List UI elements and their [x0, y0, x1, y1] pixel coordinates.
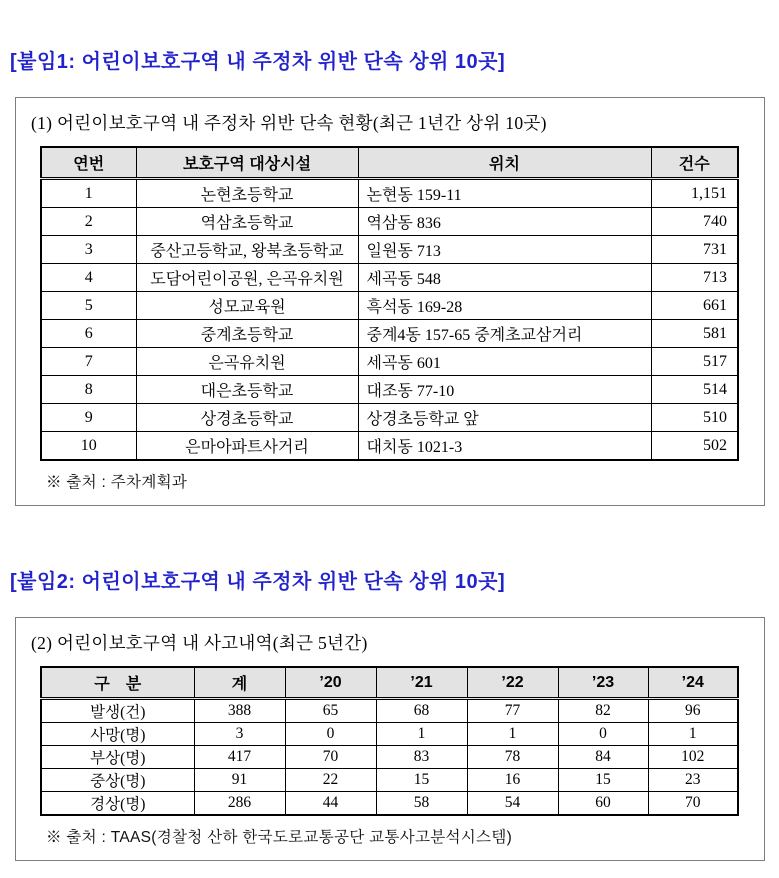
table-cell: 514 — [651, 376, 738, 404]
table-cell: 22 — [285, 769, 376, 792]
table-cell: 은마아파트사거리 — [136, 432, 358, 461]
column-header: ’23 — [558, 667, 648, 699]
table-cell: 417 — [194, 746, 285, 769]
column-header: 계 — [194, 667, 285, 699]
table-cell: 713 — [651, 264, 738, 292]
table-cell: 경상(명) — [41, 792, 194, 816]
table-cell: 1 — [41, 179, 136, 208]
attachment1-box — [15, 97, 765, 506]
table-cell: 8 — [41, 376, 136, 404]
table-cell: 1,151 — [651, 179, 738, 208]
table-row — [41, 769, 738, 792]
table-row — [41, 208, 738, 236]
table-cell: 중산고등학교, 왕북초등학교 — [136, 236, 358, 264]
table-cell: 740 — [651, 208, 738, 236]
table-cell: 388 — [194, 699, 285, 723]
table-cell: 사망(명) — [41, 723, 194, 746]
attachment2-box — [15, 617, 765, 861]
table-cell: 96 — [648, 699, 738, 723]
table-cell: 중계4동 157-65 중계초교삼거리 — [358, 320, 651, 348]
table2-title: (2) 어린이보호구역 내 사고내역(최근 5년간) — [31, 633, 368, 653]
table-row — [41, 746, 738, 769]
column-header: 건수 — [651, 147, 738, 179]
table-cell: 731 — [651, 236, 738, 264]
table-cell: 84 — [558, 746, 648, 769]
table-cell: 83 — [376, 746, 467, 769]
table-row — [41, 236, 738, 264]
table1-body — [41, 179, 738, 461]
table-cell: 5 — [41, 292, 136, 320]
table-cell: 78 — [467, 746, 558, 769]
table-row — [41, 179, 738, 208]
table-cell: 대조동 77-10 — [358, 376, 651, 404]
table-cell: 6 — [41, 320, 136, 348]
table-cell: 논현동 159-11 — [358, 179, 651, 208]
table-cell: 661 — [651, 292, 738, 320]
table-cell: 82 — [558, 699, 648, 723]
table-row — [41, 699, 738, 723]
column-header: ’22 — [467, 667, 558, 699]
table-cell: 1 — [376, 723, 467, 746]
table-cell: 흑석동 169-28 — [358, 292, 651, 320]
table-row — [41, 376, 738, 404]
table-cell: 510 — [651, 404, 738, 432]
table1-header-row — [41, 147, 738, 179]
table-cell: 논현초등학교 — [136, 179, 358, 208]
table-cell: 발생(건) — [41, 699, 194, 723]
table-cell: 3 — [194, 723, 285, 746]
table-cell: 대은초등학교 — [136, 376, 358, 404]
table-row — [41, 432, 738, 461]
column-header: 연번 — [41, 147, 136, 179]
table-cell: 91 — [194, 769, 285, 792]
table-cell: 부상(명) — [41, 746, 194, 769]
accident-history-table — [40, 666, 739, 816]
table-cell: 중상(명) — [41, 769, 194, 792]
table-cell: 15 — [376, 769, 467, 792]
table2-source-note: ※ 출처 : TAAS(경찰청 산하 한국도로교통공단 교통사고분석시스템) — [46, 829, 513, 846]
table-cell: 23 — [648, 769, 738, 792]
column-header: ’21 — [376, 667, 467, 699]
table-cell: 역삼초등학교 — [136, 208, 358, 236]
table-cell: 58 — [376, 792, 467, 816]
column-header: 보호구역 대상시설 — [136, 147, 358, 179]
table-cell: 은곡유치원 — [136, 348, 358, 376]
table-row — [41, 292, 738, 320]
table2-body — [41, 699, 738, 816]
table-cell: 성모교육원 — [136, 292, 358, 320]
violation-top10-table — [40, 146, 739, 461]
table-cell: 세곡동 548 — [358, 264, 651, 292]
table-cell: 2 — [41, 208, 136, 236]
table-cell: 9 — [41, 404, 136, 432]
table-cell: 581 — [651, 320, 738, 348]
column-header: ’20 — [285, 667, 376, 699]
table-cell: 0 — [285, 723, 376, 746]
table-cell: 중계초등학교 — [136, 320, 358, 348]
table-cell: 54 — [467, 792, 558, 816]
column-header: 구 분 — [41, 667, 194, 699]
table-cell: 상경초등학교 — [136, 404, 358, 432]
attachment2-heading: [붙임2: 어린이보호구역 내 주정차 위반 단속 상위 10곳] — [10, 571, 506, 593]
table1-title: (1) 어린이보호구역 내 주정차 위반 단속 현황(최근 1년간 상위 10곳) — [31, 113, 547, 133]
table-row — [41, 264, 738, 292]
table-cell: 70 — [648, 792, 738, 816]
table-cell: 4 — [41, 264, 136, 292]
column-header: 위치 — [358, 147, 651, 179]
table-row — [41, 404, 738, 432]
table-cell: 3 — [41, 236, 136, 264]
table-cell: 10 — [41, 432, 136, 461]
table-cell: 15 — [558, 769, 648, 792]
table-cell: 세곡동 601 — [358, 348, 651, 376]
table-cell: 60 — [558, 792, 648, 816]
table-cell: 517 — [651, 348, 738, 376]
table-cell: 70 — [285, 746, 376, 769]
table-cell: 44 — [285, 792, 376, 816]
table-cell: 역삼동 836 — [358, 208, 651, 236]
table-row — [41, 792, 738, 816]
table-row — [41, 723, 738, 746]
table-cell: 상경초등학교 앞 — [358, 404, 651, 432]
table-cell: 도담어린이공원, 은곡유치원 — [136, 264, 358, 292]
table-cell: 77 — [467, 699, 558, 723]
table-row — [41, 348, 738, 376]
table-cell: 286 — [194, 792, 285, 816]
table1-source-note: ※ 출처 : 주차계획과 — [46, 474, 188, 491]
table-cell: 65 — [285, 699, 376, 723]
attachment1-heading: [붙임1: 어린이보호구역 내 주정차 위반 단속 상위 10곳] — [10, 51, 506, 73]
table2-header-row — [41, 667, 738, 699]
table-cell: 1 — [648, 723, 738, 746]
table-cell: 68 — [376, 699, 467, 723]
table-cell: 102 — [648, 746, 738, 769]
table-cell: 대치동 1021-3 — [358, 432, 651, 461]
column-header: ’24 — [648, 667, 738, 699]
table-cell: 1 — [467, 723, 558, 746]
table-cell: 일원동 713 — [358, 236, 651, 264]
table-cell: 0 — [558, 723, 648, 746]
table-row — [41, 320, 738, 348]
table-cell: 7 — [41, 348, 136, 376]
table-cell: 16 — [467, 769, 558, 792]
table-cell: 502 — [651, 432, 738, 461]
